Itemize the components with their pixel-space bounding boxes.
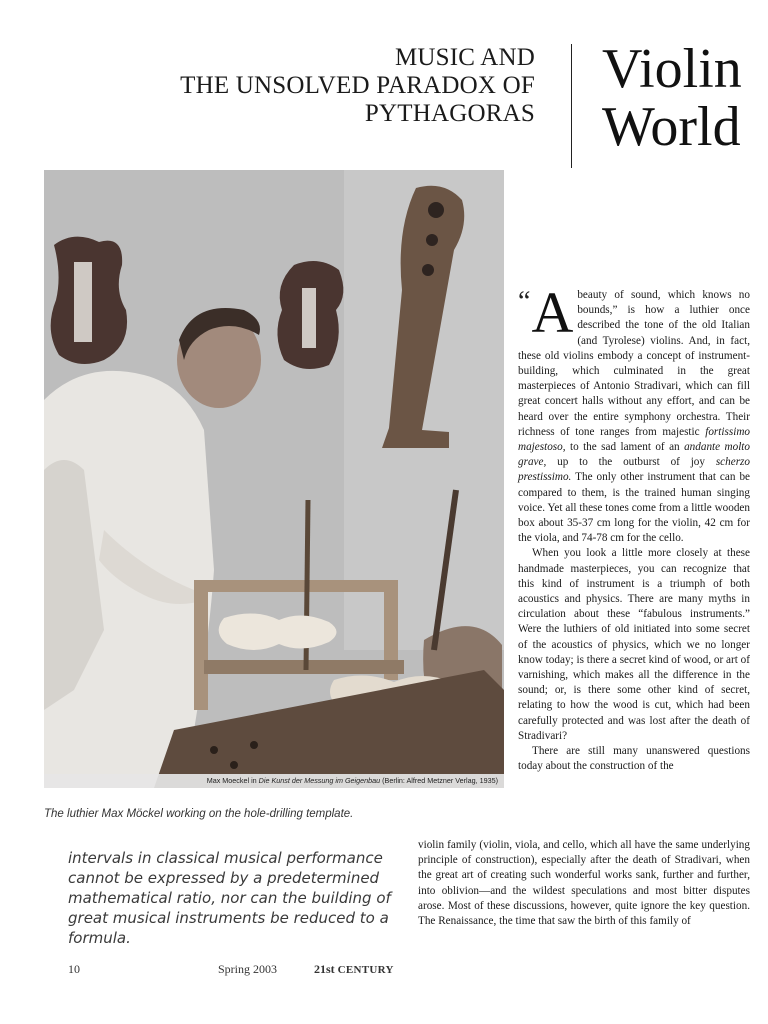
p1-text-b: to the sad lament of an	[565, 441, 685, 454]
photo-credit	[44, 774, 504, 788]
page-number: 10	[68, 962, 80, 976]
p1-text-c: up to the outburst of joy	[546, 456, 716, 469]
luthier-photo-illustration	[44, 170, 504, 788]
magazine-name-word: CENTURY	[337, 964, 394, 976]
luthier-photo	[44, 170, 504, 788]
page-footer	[0, 962, 768, 978]
kicker-line-1: MUSIC AND	[394, 44, 535, 71]
magazine-name	[314, 962, 394, 977]
p1-italic-1: fortissimo majestoso,	[518, 425, 750, 454]
kicker-line-3: PYTHAGORAS	[364, 100, 535, 127]
kicker-line-2: THE UNSOLVED PARADOX OF	[180, 72, 535, 99]
p1-text-a: beauty of sound, which knows no bounds,” is how a luthier once described the tone of the old Italian (and Tyrolese) violins. And, in fact, these old violins embody a concept of instrument-building, which culminated in the great masterpieces of Antonio Stradivari, which can fill great concert halls without any effort, and can be heard over the entire symphony orchestra. Their richness of tone ranges from majestic	[518, 289, 750, 438]
p1-italic-2: andante molto grave,	[518, 441, 751, 469]
article-body-wide	[418, 838, 750, 929]
pull-quote: intervals in classical musical performance cannot be expressed by a predetermined mathematical ratio, nor can the building of great musical instruments be reduced to a formula.	[68, 849, 391, 947]
article-paragraph-3-continued: violin family (violin, viola, and cello, which all have the same underlying principle of construction), especially after the death of Stradivari, when the great art of creating such wonderful works sank, further and further, into oblivion—and the wildest speculations and most bitter disputes arose. Most of these discussions, however, quite ignore the key question. The Renaissance, the time that saw the birth of this family of	[418, 839, 750, 928]
issue-season: Spring 2003	[218, 962, 278, 976]
article-kicker	[65, 44, 535, 128]
article-paragraph-2: When you look a little more closely at these handmade masterpieces, you can recognize that this kind of instrument is a triumph of both acoustics and physics. There are many myths in circulation about these “fabulous instruments.” Were the luthiers of old initiated into some secret of the acoustics of physics, which we no longer know today; is there a secret kind of wood, or art of varnishing, which makes all the difference in the sound; or, is there some other kind of secret, relating to how the wood is cut, which had been carefully protected and was lost after the death of Stradivari?	[518, 547, 750, 742]
article-paragraph-1	[518, 280, 751, 546]
photo-credit-suffix: (Berlin: Alfred Metzner Verlag, 1935)	[380, 776, 498, 785]
photo-credit-prefix: Max Moeckel in	[206, 776, 259, 785]
header-divider	[571, 44, 572, 168]
dropcap-quote-mark: “	[518, 286, 531, 317]
article-paragraph-3-start: There are still many unanswered questions today about the construction of the	[518, 745, 750, 773]
title-line-1: Violin	[602, 38, 742, 100]
article-title	[602, 40, 768, 156]
drop-cap: A	[531, 280, 574, 345]
p1-italic-3: scherzo prestissimo.	[518, 456, 750, 484]
photo-caption: The luthier Max Möckel working on the hole-drilling template.	[44, 808, 354, 820]
magazine-name-prefix: 21st	[314, 962, 338, 976]
title-line-2: World	[602, 96, 741, 158]
article-body-column	[518, 280, 751, 775]
photo-credit-title: Die Kunst der Messung im Geigenbau	[258, 776, 381, 785]
p1-text-d: The only other instrument that can be compared to them, is the trained human singing voice. Yet all these tones come from a little wooden box about 35-37 cm long for the violin, 42 cm for the viola, and 74-78 cm for the cello.	[518, 471, 750, 545]
